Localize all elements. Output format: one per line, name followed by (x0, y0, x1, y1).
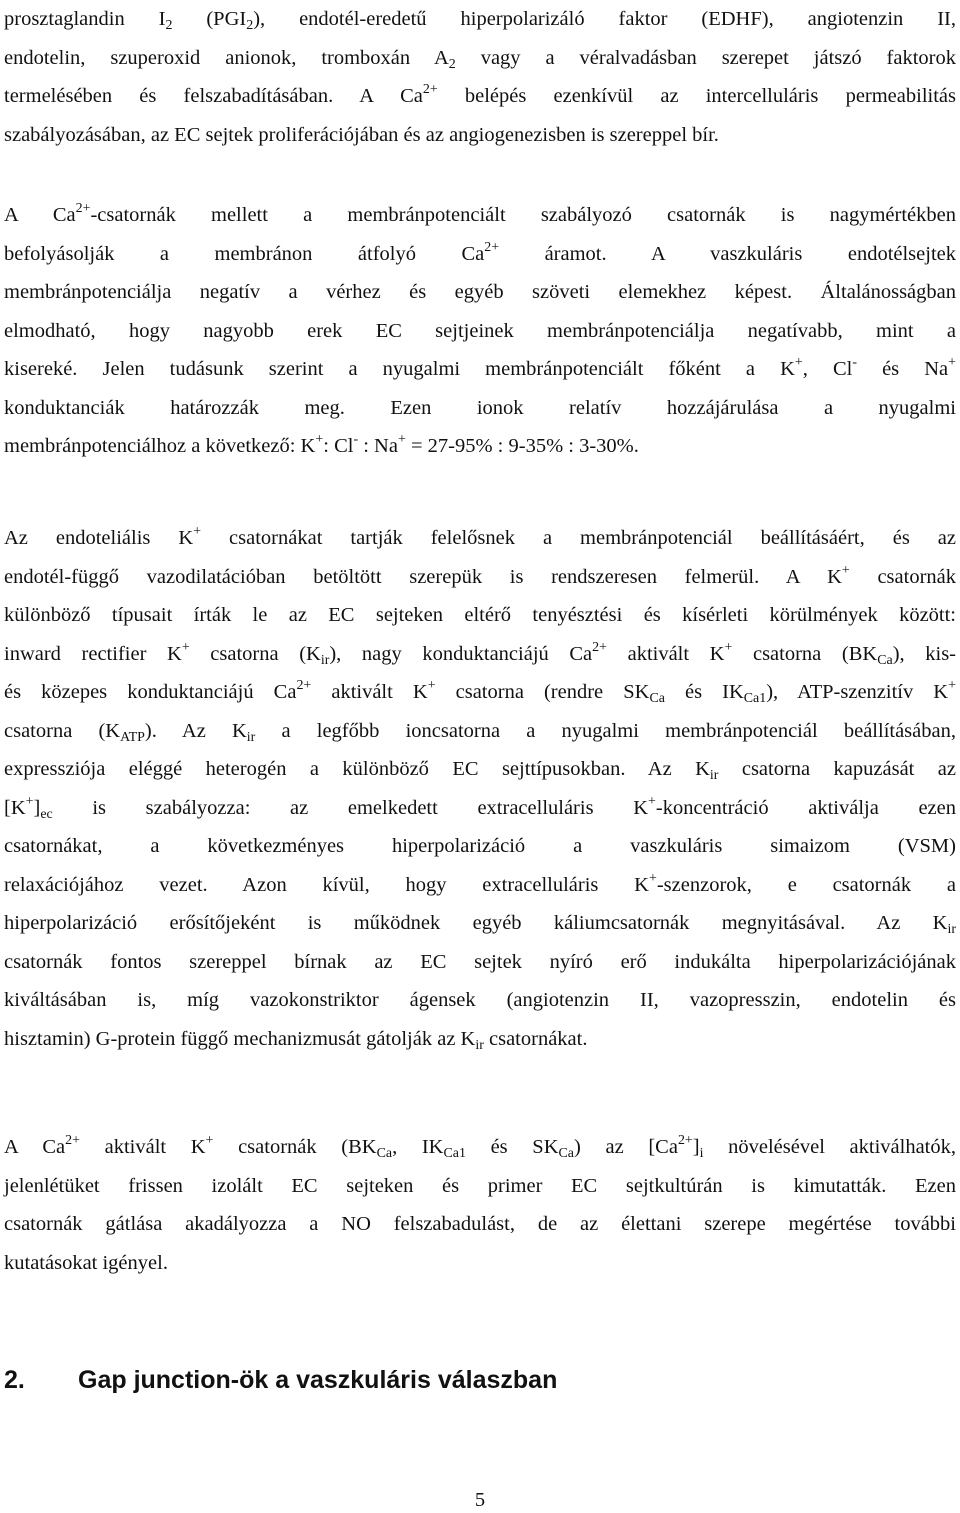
subscript: ec (40, 806, 53, 822)
superscript: + (193, 524, 202, 540)
text-run: áramot. A vaszkuláris endotélsejtek (499, 242, 956, 265)
text-run: a legfőbb ioncsatorna a nyugalmi membránpotenciál beállításában, (255, 719, 956, 742)
text-run: relaxációjához vezet. Azon kívül, hogy extracelluláris K (4, 873, 649, 896)
text-run: = 27-95% : 9-35% : 3-30%. (405, 435, 639, 457)
text-run: és Na (857, 358, 949, 380)
subscript: ir (320, 652, 330, 668)
text-line (4, 196, 956, 235)
text-line (4, 596, 956, 635)
text-run: ] (33, 796, 41, 819)
text-line (4, 519, 956, 558)
text-run: ) az [Ca (574, 1136, 678, 1158)
text-run: és közepes konduktanciájú Ca (4, 681, 297, 703)
subscript: Ca (877, 652, 893, 668)
text-line (4, 750, 956, 789)
superscript: + (648, 793, 656, 809)
text-run: csatornák gátlása akadályozza a NO felszabadulást, de az élettani szerepe megértése további (4, 1213, 956, 1235)
subscript: Ca (649, 691, 665, 707)
text-run: elmodható, hogy nagyobb erek EC sejtjeinek membránpotenciálja negatívabb, mint a (4, 319, 956, 342)
superscript: + (25, 793, 34, 809)
text-run: is szabályozza: az emelkedett extracelluláris K (52, 796, 649, 819)
text-run: növelésével aktiválhatók, (703, 1136, 957, 1158)
section-heading (4, 1361, 557, 1399)
text-line (4, 866, 956, 905)
text-run: termelésében és felszabadításában. A Ca (4, 85, 423, 107)
superscript: 2+ (422, 82, 438, 98)
text-line (4, 1020, 956, 1059)
text-run: belépés ezenkívül az intercelluláris permeabilitás (437, 85, 956, 107)
text-run: : Cl (323, 435, 354, 457)
section-number: 2. (4, 1366, 25, 1394)
subscript: i (699, 1146, 704, 1162)
text-run: membránpotenciálhoz a következő: K (4, 435, 316, 457)
superscript: 2+ (592, 639, 607, 655)
superscript: + (648, 870, 657, 886)
superscript: 2+ (677, 1133, 693, 1149)
text-run: ). Az K (144, 719, 247, 742)
text-line (4, 1244, 956, 1283)
subscript: Ca (558, 1146, 574, 1162)
text-run: vagy a véralvadásban szerepet játszó faktorok (455, 46, 956, 69)
text-run: csatorna (K (4, 719, 121, 742)
subscript: 2 (246, 18, 254, 34)
text-run: kutatásokat igényel. (4, 1251, 168, 1274)
text-line (4, 673, 956, 712)
superscript: 2+ (484, 239, 500, 255)
paragraph-2 (4, 196, 956, 466)
text-run: hisztamin) G-protein függő mechanizmusát gátolják az K (4, 1027, 476, 1050)
text-line (4, 350, 956, 389)
text-run: expressziója eléggé heterogén a különböző EC sejttípusokban. Az K (4, 758, 710, 780)
subscript: 2 (165, 18, 173, 34)
text-run: A Ca (4, 204, 76, 226)
text-run: , Cl (802, 358, 853, 380)
text-line (4, 635, 956, 674)
superscript: - (353, 432, 359, 448)
text-run: (PGI (172, 8, 247, 30)
text-run: szabályozásában, az EC sejtek proliferációjában és az angiogenezisben is szereppel bír. (4, 123, 719, 146)
superscript: + (948, 355, 957, 371)
paragraph-4 (4, 1128, 956, 1282)
text-line (4, 389, 956, 428)
superscript: + (397, 432, 406, 448)
text-run: csatornák (849, 565, 957, 588)
text-run: A Ca (4, 1136, 66, 1158)
superscript: 2+ (75, 201, 91, 217)
text-run: csatorna (BK (732, 642, 878, 665)
text-run: csatornák fontos szereppel bírnak az EC sejtek nyíró erő indukálta hiperpolarizációjának (4, 950, 956, 973)
superscript: + (427, 678, 436, 694)
text-run: csatorna kapuzását az (718, 758, 956, 780)
text-run: jelenlétüket frissen izolált EC sejteken és primer EC sejtkultúrán is kimutatták. Ezen (4, 1174, 956, 1197)
subscript: ir (475, 1037, 484, 1053)
text-run: aktivált K (311, 681, 428, 703)
superscript: - (852, 355, 858, 371)
text-line (4, 789, 956, 828)
text-run: aktivált K (79, 1136, 206, 1158)
text-run: ), nagy konduktanciájú Ca (329, 642, 593, 665)
text-run: Az endoteliális K (4, 527, 194, 549)
text-line (4, 273, 956, 312)
subscript: 2 (448, 56, 456, 72)
text-line (4, 1167, 956, 1206)
text-run: -szenzorok, e csatornák a (656, 873, 956, 896)
subscript: ir (246, 729, 256, 745)
superscript: 2+ (296, 678, 312, 694)
text-run: membránpotenciálja negatív a vérhez és egyéb szöveti elemekhez képest. Általánosságban (4, 281, 956, 303)
superscript: + (841, 562, 850, 578)
text-run: -koncentráció aktiválja ezen (655, 796, 956, 819)
superscript: + (315, 432, 324, 448)
page-number: 5 (474, 1489, 486, 1511)
superscript: + (724, 639, 733, 655)
text-run: csatornák (BK (213, 1136, 377, 1158)
text-run: hiperpolarizáció erősítőjeként is működnek egyéb káliumcsatornák megnyitásával. Az K (4, 912, 948, 934)
text-line (4, 1128, 956, 1167)
text-run: endotelin, szuperoxid anionok, tromboxán A (4, 46, 449, 69)
text-line (4, 312, 956, 351)
text-line (4, 116, 956, 155)
text-line (4, 712, 956, 751)
section-title: Gap junction-ök a vaszkuláris válaszban (78, 1366, 558, 1394)
paragraph-3 (4, 519, 956, 1058)
subscript: Ca (376, 1146, 393, 1162)
paragraph-1 (4, 0, 956, 154)
text-run: ), ATP-szenzitív K (766, 681, 949, 703)
subscript: Ca1 (743, 691, 767, 707)
text-run: és SK (465, 1136, 559, 1158)
superscript: + (794, 355, 803, 371)
text-line (4, 1205, 956, 1244)
text-line (4, 904, 956, 943)
text-run: különböző típusait írták le az EC sejteken eltérő tenyésztési és kísérleti körülmények között: (4, 604, 956, 626)
superscript: + (205, 1133, 214, 1149)
text-run: és IK (664, 681, 744, 703)
text-run: kiváltásában is, míg vazokonstriktor ágensek (angiotenzin II, vazopresszin, endotelin és (4, 989, 956, 1011)
text-run: befolyásolják a membránon átfolyó Ca (4, 242, 485, 265)
superscript: + (948, 678, 956, 694)
text-run: csatorna (K (189, 642, 321, 665)
text-run: ), endotél-eredetű hiperpolarizáló faktor (EDHF), angiotenzin II, (253, 8, 956, 30)
text-run: csatorna (rendre SK (435, 681, 650, 703)
text-run: endotél-függő vazodilatációban betöltött szerepük is rendszeresen felmerül. A K (4, 565, 842, 588)
text-run: csatornákat tartják felelősnek a membránpotenciál beállításáért, és az (201, 527, 956, 549)
text-run: , IK (392, 1136, 444, 1158)
text-run: ] (692, 1136, 700, 1158)
text-line (4, 943, 956, 982)
text-run: konduktanciák határozzák meg. Ezen ionok relatív hozzájárulása a nyugalmi (4, 396, 956, 419)
text-run: kisereké. Jelen tudásunk szerint a nyugalmi membránpotenciált főként a K (4, 358, 795, 380)
superscript: + (181, 639, 190, 655)
text-run: csatornákat, a következményes hiperpolarizáció a vaszkuláris simaizom (VSM) (4, 835, 956, 857)
text-line (4, 558, 956, 597)
subscript: ir (709, 768, 719, 784)
text-run: : Na (358, 435, 398, 457)
subscript: Ca1 (443, 1146, 466, 1162)
text-run: -csatornák mellett a membránpotenciált szabályozó csatornák is nagymértékben (90, 204, 956, 226)
text-run: ), kis- (892, 642, 956, 665)
text-line (4, 235, 956, 274)
text-line (4, 827, 956, 866)
text-line (4, 77, 956, 116)
superscript: 2+ (65, 1133, 80, 1149)
text-run: csatornákat. (483, 1027, 588, 1050)
text-run: aktivált K (606, 642, 725, 665)
text-line (4, 427, 956, 466)
subscript: ATP (120, 729, 145, 745)
text-line (4, 39, 956, 78)
text-line (4, 981, 956, 1020)
text-run: inward rectifier K (4, 642, 182, 665)
subscript: ir (947, 922, 956, 938)
text-line (4, 0, 956, 39)
text-run: [K (4, 796, 26, 819)
text-run: prosztaglandin I (4, 8, 166, 30)
